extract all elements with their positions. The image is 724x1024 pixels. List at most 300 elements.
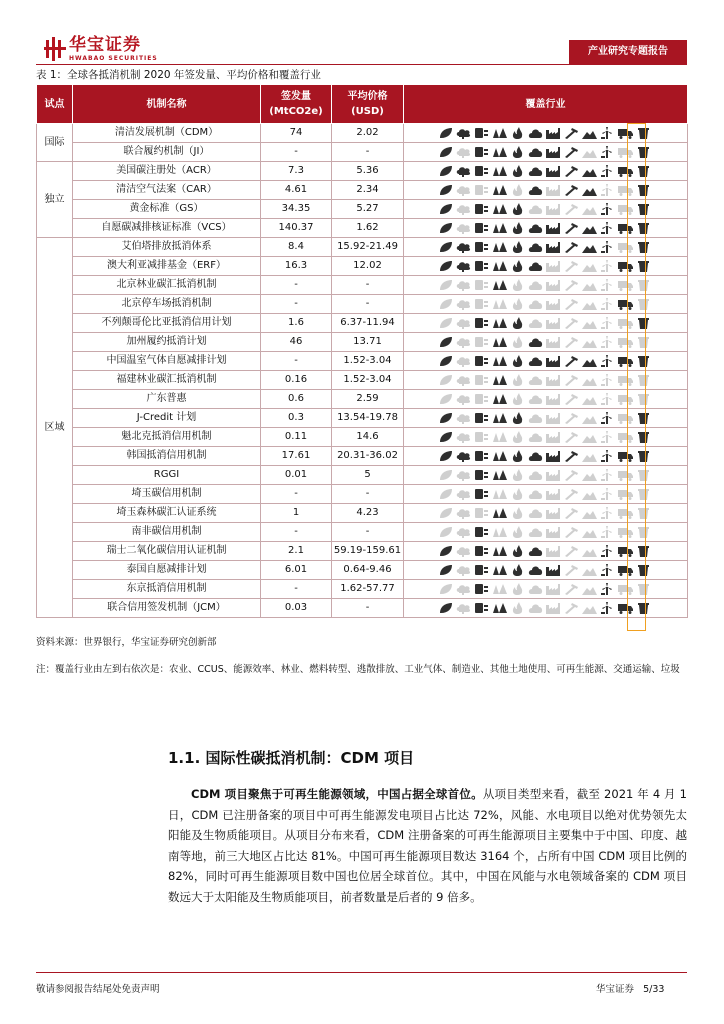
issued-volume-cell: 1.6 [261, 314, 332, 333]
mechanism-name-cell: 魁北克抵消信用机制 [73, 428, 261, 447]
flame-icon [510, 184, 525, 196]
issued-volume-cell: 1 [261, 504, 332, 523]
truck-icon [618, 317, 633, 329]
tree-icon [492, 583, 507, 595]
trash-icon [636, 564, 651, 576]
gas-cloud-icon [528, 146, 543, 158]
leaf-icon [438, 241, 453, 253]
turbine-icon [600, 526, 615, 538]
leaf-icon [438, 298, 453, 310]
factory-icon [546, 507, 561, 519]
hammer-icon [564, 184, 579, 196]
leaf-icon [438, 602, 453, 614]
table-row [37, 333, 688, 352]
turbine-icon [600, 450, 615, 462]
hammer-icon [564, 260, 579, 272]
issued-volume-cell: 140.37 [261, 219, 332, 238]
leaf-icon [438, 583, 453, 595]
industry-icons-cell [404, 466, 688, 485]
tree-icon [492, 355, 507, 367]
leaf-icon [438, 336, 453, 348]
trash-icon [636, 165, 651, 177]
hammer-icon [564, 336, 579, 348]
table-row [37, 162, 688, 181]
issued-volume-cell: - [261, 580, 332, 599]
issued-volume-cell: 34.35 [261, 200, 332, 219]
flame-icon [510, 146, 525, 158]
bulb-icon [474, 374, 489, 386]
trash-icon [636, 602, 651, 614]
gas-cloud-icon [528, 583, 543, 595]
cloud-capture-icon [456, 317, 471, 329]
table-row [37, 276, 688, 295]
mechanism-name-cell: 自愿碳减排核证标准（VCS） [73, 219, 261, 238]
footer-divider [36, 972, 687, 973]
mechanism-name-cell: RGGI [73, 466, 261, 485]
cloud-capture-icon [456, 564, 471, 576]
mechanism-name-cell: 东京抵消信用机制 [73, 580, 261, 599]
flame-icon [510, 393, 525, 405]
turbine-icon [600, 317, 615, 329]
hammer-icon [564, 412, 579, 424]
mechanism-name-cell: 北京停车场抵消机制 [73, 295, 261, 314]
hammer-icon [564, 317, 579, 329]
paragraph-body: 从项目类型来看，截至 2021 年 4 月 1 日，CDM 已注册备案的项目中可再生能源发电项目占比达 72%，风能、水电项目以绝对优势领先太阳能及生物质能项目。从项目分布来看，CDM 注册备案的可再生能源项目主要集中于中国、印度、越南等地，前三大地区占比达 81%。中国可再生能源项目数达 3164 个，占所有中国 CDM 项目比例的 82%，同时可再生能源项目数中国也位居全球首位。其中，中国在风能与水电领域备案的 CDM 项目数远大于太阳能及生物质能项目，前者数量是后者的 9 倍多。 [168, 787, 687, 904]
mountain-icon [582, 260, 597, 272]
mechanism-name-cell: 联合履约机制（JI） [73, 143, 261, 162]
mountain-icon [582, 298, 597, 310]
cloud-capture-icon [456, 526, 471, 538]
flame-icon [510, 583, 525, 595]
leaf-icon [438, 279, 453, 291]
leaf-icon [438, 412, 453, 424]
trash-icon [636, 450, 651, 462]
industry-icons-cell [404, 371, 688, 390]
turbine-icon [600, 184, 615, 196]
industry-icons-cell [404, 504, 688, 523]
truck-icon [618, 564, 633, 576]
leaf-icon [438, 184, 453, 196]
factory-icon [546, 431, 561, 443]
flame-icon [510, 450, 525, 462]
truck-icon [618, 279, 633, 291]
turbine-icon [600, 203, 615, 215]
hammer-icon [564, 393, 579, 405]
gas-cloud-icon [528, 526, 543, 538]
bulb-icon [474, 241, 489, 253]
truck-icon [618, 355, 633, 367]
tree-icon [492, 146, 507, 158]
truck-icon [618, 165, 633, 177]
bulb-icon [474, 203, 489, 215]
issued-volume-cell: - [261, 485, 332, 504]
average-price-cell: 1.62-57.77 [332, 580, 404, 599]
industry-icons-cell [404, 599, 688, 618]
mechanism-name-cell: 联合信用签发机制（JCM） [73, 599, 261, 618]
table-row [37, 561, 688, 580]
bulb-icon [474, 146, 489, 158]
trash-icon [636, 222, 651, 234]
bulb-icon [474, 469, 489, 481]
average-price-cell: 14.6 [332, 428, 404, 447]
table-row [37, 143, 688, 162]
issued-volume-cell: - [261, 523, 332, 542]
logo-text-en: HWABAO SECURITIES [69, 55, 158, 62]
factory-icon [546, 298, 561, 310]
bulb-icon [474, 393, 489, 405]
industry-icons-cell [404, 143, 688, 162]
mountain-icon [582, 507, 597, 519]
hammer-icon [564, 583, 579, 595]
bulb-icon [474, 564, 489, 576]
footer-page-info [596, 981, 664, 995]
hammer-icon [564, 374, 579, 386]
cloud-capture-icon [456, 222, 471, 234]
trash-icon [636, 393, 651, 405]
issued-volume-cell: 7.3 [261, 162, 332, 181]
turbine-icon [600, 545, 615, 557]
flame-icon [510, 317, 525, 329]
mountain-icon [582, 583, 597, 595]
header-industries: 覆盖行业 [404, 85, 688, 124]
mountain-icon [582, 488, 597, 500]
mountain-icon [582, 317, 597, 329]
pilot-group-cell: 区域 [37, 238, 73, 618]
leaf-icon [438, 355, 453, 367]
tree-icon [492, 412, 507, 424]
truck-icon [618, 127, 633, 139]
average-price-cell: 2.34 [332, 181, 404, 200]
bulb-icon [474, 526, 489, 538]
hammer-icon [564, 222, 579, 234]
trash-icon [636, 146, 651, 158]
industry-icons-cell [404, 352, 688, 371]
cloud-capture-icon [456, 260, 471, 272]
gas-cloud-icon [528, 488, 543, 500]
cloud-capture-icon [456, 298, 471, 310]
average-price-cell: 13.71 [332, 333, 404, 352]
trash-icon [636, 545, 651, 557]
tree-icon [492, 317, 507, 329]
gas-cloud-icon [528, 469, 543, 481]
mechanism-name-cell: 广东普惠 [73, 390, 261, 409]
leaf-icon [438, 526, 453, 538]
bulb-icon [474, 602, 489, 614]
flame-icon [510, 412, 525, 424]
table-row [37, 219, 688, 238]
flame-icon [510, 222, 525, 234]
leaf-icon [438, 469, 453, 481]
truck-icon [618, 545, 633, 557]
hammer-icon [564, 241, 579, 253]
factory-icon [546, 317, 561, 329]
gas-cloud-icon [528, 298, 543, 310]
cloud-capture-icon [456, 431, 471, 443]
factory-icon [546, 602, 561, 614]
turbine-icon [600, 355, 615, 367]
issued-volume-cell: 8.4 [261, 238, 332, 257]
mechanism-name-cell: 南非碳信用机制 [73, 523, 261, 542]
cloud-capture-icon [456, 146, 471, 158]
offset-mechanism-table [36, 84, 688, 618]
leaf-icon [438, 165, 453, 177]
average-price-cell: - [332, 485, 404, 504]
gas-cloud-icon [528, 336, 543, 348]
trash-icon [636, 241, 651, 253]
hammer-icon [564, 355, 579, 367]
industry-icons-cell [404, 181, 688, 200]
mechanism-name-cell: 黄金标准（GS） [73, 200, 261, 219]
truck-icon [618, 184, 633, 196]
mechanism-name-cell: 北京林业碳汇抵消机制 [73, 276, 261, 295]
gas-cloud-icon [528, 450, 543, 462]
flame-icon [510, 165, 525, 177]
industry-icons-cell [404, 238, 688, 257]
mountain-icon [582, 545, 597, 557]
flame-icon [510, 241, 525, 253]
footer-page-number: 5/33 [643, 984, 665, 995]
header-divider [36, 64, 687, 65]
trash-icon [636, 526, 651, 538]
truck-icon [618, 469, 633, 481]
turbine-icon [600, 602, 615, 614]
pilot-group-cell: 独立 [37, 162, 73, 238]
turbine-icon [600, 374, 615, 386]
average-price-cell: 20.31-36.02 [332, 447, 404, 466]
truck-icon [618, 431, 633, 443]
leaf-icon [438, 222, 453, 234]
industry-icons-cell [404, 428, 688, 447]
cloud-capture-icon [456, 165, 471, 177]
flame-icon [510, 355, 525, 367]
table-row [37, 523, 688, 542]
leaf-icon [438, 203, 453, 215]
table-row [37, 409, 688, 428]
tree-icon [492, 450, 507, 462]
cloud-capture-icon [456, 279, 471, 291]
table-body [37, 124, 688, 618]
trash-icon [636, 374, 651, 386]
mechanism-name-cell: 福建林业碳汇抵消机制 [73, 371, 261, 390]
factory-icon [546, 241, 561, 253]
trash-icon [636, 298, 651, 310]
trash-icon [636, 469, 651, 481]
mountain-icon [582, 355, 597, 367]
report-type-tag: 产业研究专题报告 [569, 40, 687, 64]
cloud-capture-icon [456, 374, 471, 386]
leaf-icon [438, 564, 453, 576]
hammer-icon [564, 545, 579, 557]
trash-icon [636, 488, 651, 500]
factory-icon [546, 450, 561, 462]
factory-icon [546, 526, 561, 538]
flame-icon [510, 279, 525, 291]
company-logo [44, 35, 172, 65]
industry-icons-cell [404, 542, 688, 561]
bulb-icon [474, 488, 489, 500]
hammer-icon [564, 564, 579, 576]
truck-icon [618, 450, 633, 462]
header-price-label: 平均价格 [347, 91, 388, 102]
issued-volume-cell: 0.11 [261, 428, 332, 447]
flame-icon [510, 507, 525, 519]
gas-cloud-icon [528, 317, 543, 329]
leaf-icon [438, 450, 453, 462]
bulb-icon [474, 298, 489, 310]
header-issued-label: 签发量 [281, 91, 311, 102]
table-note: 注：覆盖行业由左到右依次是：农业、CCUS、能源效率、林业、燃料转型、逃散排放、工业气体、制造业、其他土地使用、可再生能源、交通运输、垃圾 [36, 664, 680, 675]
cloud-capture-icon [456, 507, 471, 519]
turbine-icon [600, 431, 615, 443]
table-row [37, 314, 688, 333]
industry-icons-cell [404, 295, 688, 314]
industry-icons-cell [404, 561, 688, 580]
table-row [37, 371, 688, 390]
cloud-capture-icon [456, 184, 471, 196]
issued-volume-cell: 0.01 [261, 466, 332, 485]
tree-icon [492, 564, 507, 576]
hammer-icon [564, 431, 579, 443]
gas-cloud-icon [528, 431, 543, 443]
bulb-icon [474, 260, 489, 272]
mechanism-name-cell: 加州履约抵消计划 [73, 333, 261, 352]
tree-icon [492, 184, 507, 196]
trash-icon [636, 127, 651, 139]
hammer-icon [564, 450, 579, 462]
table-row [37, 295, 688, 314]
industry-icons-cell [404, 257, 688, 276]
table-row [37, 238, 688, 257]
factory-icon [546, 545, 561, 557]
truck-icon [618, 393, 633, 405]
factory-icon [546, 203, 561, 215]
flame-icon [510, 260, 525, 272]
industry-icons-cell [404, 219, 688, 238]
bulb-icon [474, 545, 489, 557]
flame-icon [510, 127, 525, 139]
factory-icon [546, 260, 561, 272]
table-row [37, 504, 688, 523]
gas-cloud-icon [528, 602, 543, 614]
average-price-cell: - [332, 276, 404, 295]
mountain-icon [582, 127, 597, 139]
mechanism-name-cell: 美国碳注册处（ACR） [73, 162, 261, 181]
issued-volume-cell: 0.03 [261, 599, 332, 618]
issued-volume-cell: 6.01 [261, 561, 332, 580]
gas-cloud-icon [528, 241, 543, 253]
turbine-icon [600, 241, 615, 253]
mechanism-name-cell: 清洁空气法案（CAR） [73, 181, 261, 200]
mechanism-name-cell: 瑞士二氧化碳信用认证机制 [73, 542, 261, 561]
truck-icon [618, 507, 633, 519]
flame-icon [510, 469, 525, 481]
table-row [37, 447, 688, 466]
flame-icon [510, 374, 525, 386]
average-price-cell: 0.64-9.46 [332, 561, 404, 580]
truck-icon [618, 526, 633, 538]
turbine-icon [600, 260, 615, 272]
table-row [37, 542, 688, 561]
leaf-icon [438, 545, 453, 557]
turbine-icon [600, 488, 615, 500]
truck-icon [618, 203, 633, 215]
tree-icon [492, 393, 507, 405]
issued-volume-cell: 46 [261, 333, 332, 352]
gas-cloud-icon [528, 279, 543, 291]
mountain-icon [582, 374, 597, 386]
turbine-icon [600, 583, 615, 595]
flame-icon [510, 564, 525, 576]
header-price [332, 85, 404, 124]
cloud-capture-icon [456, 393, 471, 405]
mountain-icon [582, 279, 597, 291]
mechanism-name-cell: 艾伯塔排放抵消体系 [73, 238, 261, 257]
section-paragraph [168, 784, 687, 907]
bulb-icon [474, 583, 489, 595]
factory-icon [546, 184, 561, 196]
gas-cloud-icon [528, 260, 543, 272]
logo-mark-icon [44, 37, 66, 61]
mountain-icon [582, 184, 597, 196]
industry-icons-cell [404, 485, 688, 504]
cloud-capture-icon [456, 469, 471, 481]
leaf-icon [438, 488, 453, 500]
table-row [37, 580, 688, 599]
factory-icon [546, 355, 561, 367]
average-price-cell: 6.37-11.94 [332, 314, 404, 333]
flame-icon [510, 545, 525, 557]
leaf-icon [438, 127, 453, 139]
table-row [37, 390, 688, 409]
bulb-icon [474, 317, 489, 329]
bulb-icon [474, 222, 489, 234]
turbine-icon [600, 298, 615, 310]
table-row [37, 466, 688, 485]
hammer-icon [564, 298, 579, 310]
tree-icon [492, 203, 507, 215]
average-price-cell: 4.23 [332, 504, 404, 523]
average-price-cell: 1.52-3.04 [332, 371, 404, 390]
mechanism-name-cell: 泰国自愿减排计划 [73, 561, 261, 580]
turbine-icon [600, 165, 615, 177]
mechanism-name-cell: 韩国抵消信用机制 [73, 447, 261, 466]
header-name: 机制名称 [73, 85, 261, 124]
truck-icon [618, 146, 633, 158]
mechanism-name-cell: 中国温室气体自愿减排计划 [73, 352, 261, 371]
turbine-icon [600, 279, 615, 291]
bulb-icon [474, 450, 489, 462]
pilot-group-cell: 国际 [37, 124, 73, 162]
issued-volume-cell: - [261, 295, 332, 314]
truck-icon [618, 602, 633, 614]
table-row [37, 352, 688, 371]
header-issued-unit: (MtCO2e) [269, 106, 323, 117]
leaf-icon [438, 317, 453, 329]
factory-icon [546, 374, 561, 386]
table-source: 资料来源：世界银行，华宝证券研究创新部 [36, 637, 217, 648]
table-row [37, 181, 688, 200]
trash-icon [636, 507, 651, 519]
leaf-icon [438, 507, 453, 519]
trash-icon [636, 355, 651, 367]
factory-icon [546, 469, 561, 481]
mountain-icon [582, 203, 597, 215]
hammer-icon [564, 507, 579, 519]
paragraph-lead: CDM 项目聚焦于可再生能源领域，中国占据全球首位。 [191, 787, 483, 801]
bulb-icon [474, 431, 489, 443]
issued-volume-cell: 4.61 [261, 181, 332, 200]
average-price-cell: 1.62 [332, 219, 404, 238]
